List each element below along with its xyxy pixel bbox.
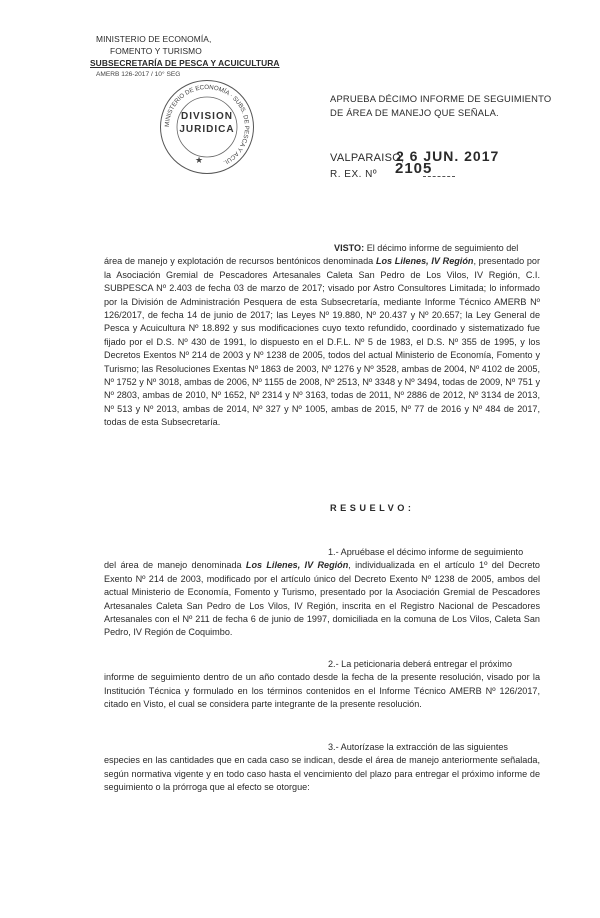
city-label: VALPARAISO,: [330, 152, 405, 164]
subsecretaria-name: SUBSECRETARÍA DE PESCA Y ACUICULTURA: [90, 58, 280, 68]
visto-text-b: , presentado por la Asociación Gremial de Pescadores Artesanales Caleta San Pedro de Los Vilos, IV Región, C.I. SUBPESCA Nº 2.403 de fecha 03 de marzo de 2017; visado por Astro Consultores Limitada; lo informado por la División de Administración Pesquera de esta Subsecretaría, mediante Informe Técnico AMERB Nº 126/2017, de fecha 14 de junio de 2017; las Leyes Nº 19.880, Nº 20.437 y Nº 20.657; la Ley General de Pesca y Acuicultura Nº 18.892 y sus modificaciones cuyo texto refundido, coordinado y sistematizado fue fijado por el D.S. Nº 430 de 1991, lo dispuesto en el D.F.L. Nº 5 de 1983, el D.S. Nº 355 de 1995, y los Decretos Exentos Nº 214 de 2003 y Nº 1238 de 2005, todos del actual Ministerio de Economía, Fomento y Turismo; las Resoluciones Exentas Nº 1863 de 2003, Nº 1276 y Nº 3528, ambas de 2004, Nº 4102 de 2005, Nº 1752 y Nº 3018, ambas de 2006, Nº 1155 de 2008, Nº 2513, Nº 3348 y Nº 3494, todas de 2009, Nº 751 y Nº 2803, ambas de 2010, Nº 1652, Nº 2314 y Nº 3163, todas de 2011, Nº 2886 de 2012, Nº 3134 de 2013, Nº 513 y Nº 2013, ambas de 2014, Nº 327 y Nº 1005, ambas de 2015, Nº 77 de 2016 y Nº 484 de 2017, todas de esta Subsecretaría.: [104, 256, 541, 428]
stamp-line-1: DIVISION: [181, 111, 233, 122]
item-1-text-b: , individualizada en el artículo 1º del Decreto Exento Nº 214 de 2003, modificado por el artículo único del Decreto Exento Nº 1238 de 2005, ambos del actual Ministerio de Economía, Fomento y Turismo, presentado por la Asociación Gremial de Pescadores Artesanales Caleta San Pedro de Los Vilos, IV Región, inscrita en el Registro Nacional de Pescadores Artesanales con el Nº 211 de fecha 6 de junio de 1997, domiciliada en la comuna de Los Vilos, Caleta San Pedro, IV Región de Coquimbo.: [104, 560, 540, 638]
stamp-ring-text: MINISTERIO DE ECONOMÍA · SUBS. DE PESCA Y ACUI.: [163, 83, 251, 166]
stamp-star-icon: ★: [195, 155, 204, 165]
resolution-number-label: R. EX. Nº: [330, 169, 378, 180]
item-1-first-line: 1.- Apruébase el décimo informe de seguimiento: [328, 547, 524, 557]
item-3-paragraph: [104, 741, 540, 795]
visto-first-line: El décimo informe de seguimiento del: [366, 243, 519, 253]
item-2-first-line: 2.- La peticionaria deberá entregar el próximo: [328, 659, 513, 669]
item-3-first-line: 3.- Autorízase la extracción de las siguientes: [328, 742, 508, 752]
item-2-text: informe de seguimiento dentro de un año contado desde la fecha de la presente resolución, visado por la Institución Técnica y formulado en los términos contenidos en el Informe Técnico AMERB Nº 126/2017, citado en Visto, el cual se considera parte integrante de la presente resolución.: [104, 672, 540, 710]
stamp-line-2: JURIDICA: [179, 124, 235, 135]
item-3-text: especies en las cantidades que en cada caso se indican, desde el área de manejo anteriormente señalada, según normativa vigente y en todo caso hasta el vencimiento del plazo para entregar el próximo informe de seguimiento o la prórroga que al efecto se otorgue:: [104, 755, 540, 793]
resuelvo-heading: RESUELVO:: [330, 503, 415, 513]
item-1-area-name: Los Lilenes, IV Región: [245, 560, 349, 571]
visto-text-a: área de manejo y explotación de recursos bentónicos denominada: [104, 256, 374, 267]
number-dash-line: [423, 176, 455, 177]
ministry-name-line2: FOMENTO Y TURISMO: [110, 46, 202, 56]
item-1-text-a: del área de manejo denominada: [104, 560, 242, 571]
resolution-title-line-2: DE ÁREA DE MANEJO QUE SEÑALA.: [330, 107, 499, 118]
resolution-date: 2 6 JUN. 2017: [396, 148, 500, 164]
resolution-number: 2105: [395, 160, 433, 177]
visto-label: VISTO:: [334, 243, 365, 253]
reference-code: AMERB 126-2017 / 10° SEG: [96, 71, 181, 78]
division-juridica-stamp: [160, 80, 254, 174]
visto-paragraph: [104, 242, 540, 430]
item-2-paragraph: [104, 658, 540, 712]
resolution-title-line-1: APRUEBA DÉCIMO INFORME DE SEGUIMIENTO: [330, 93, 552, 104]
visto-area-name: Los Lilenes, IV Región: [375, 256, 474, 267]
item-1-paragraph: [104, 546, 540, 640]
ministry-name: MINISTERIO DE ECONOMÍA,: [96, 34, 212, 44]
